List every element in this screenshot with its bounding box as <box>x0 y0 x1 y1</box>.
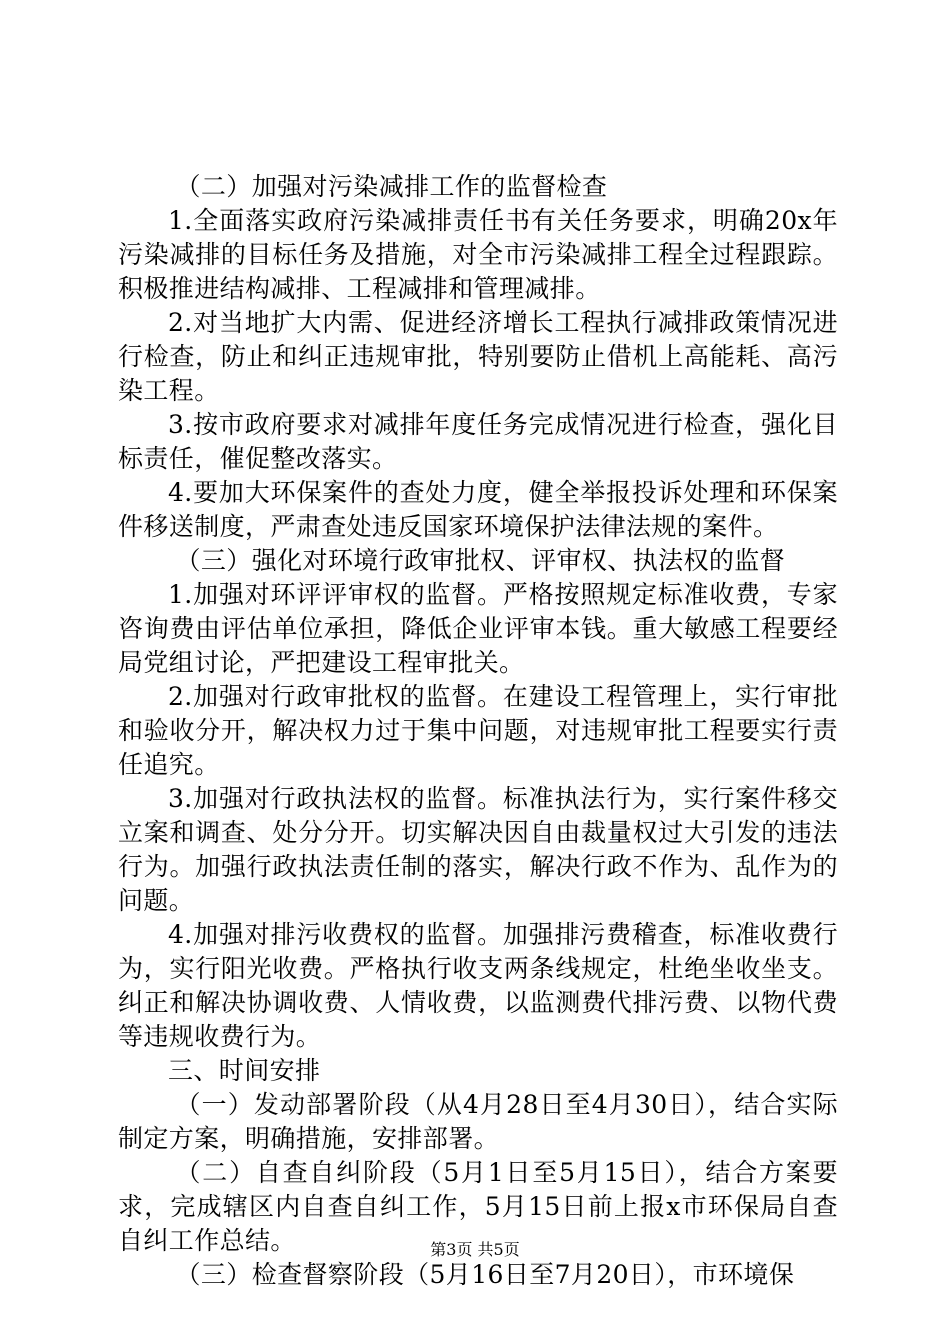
paragraph: 2.加强对行政审批权的监督。在建设工程管理上，实行审批和验收分开，解决权力过于集中问题，对违规审批工程要实行责任追究。 <box>118 682 838 779</box>
document-body <box>118 170 838 1292</box>
page-footer: 第3页 共5页 <box>430 1240 520 1259</box>
section-heading: （三）强化对环境行政审批权、评审权、执法权的监督 <box>175 546 786 575</box>
paragraph: 4.要加大环保案件的查处力度，健全举报投诉处理和环保案件移送制度，严肃查处违反国家环境保护法律法规的案件。 <box>118 478 838 541</box>
section-heading: （二）加强对污染减排工作的监督检查 <box>175 172 608 201</box>
paragraph: 1.加强对环评评审权的监督。严格按照规定标准收费，专家咨询费由评估单位承担，降低企业评审本钱。重大敏感工程要经局党组讨论，严把建设工程审批关。 <box>118 580 838 677</box>
paragraph: 2.对当地扩大内需、促进经济增长工程执行减排政策情况进行检查，防止和纠正违规审批，特别要防止借机上高能耗、高污染工程。 <box>118 308 838 405</box>
paragraph: 3.加强对行政执法权的监督。标准执法行为，实行案件移交立案和调查、处分分开。切实解决因自由裁量权过大引发的违法行为。加强行政执法责任制的落实，解决行政不作为、乱作为的问题。 <box>118 784 838 915</box>
paragraph: （二）自查自纠阶段（5月1日至5月15日），结合方案要求，完成辖区内自查自纠工作，5月15日前上报x市环保局自查自纠工作总结。 <box>118 1158 838 1255</box>
chapter-heading: 三、时间安排 <box>168 1056 321 1085</box>
paragraph: 1.全面落实政府污染减排责任书有关任务要求，明确20x年污染减排的目标任务及措施，对全市污染减排工程全过程跟踪。积极推进结构减排、工程减排和管理减排。 <box>118 206 838 303</box>
paragraph: 3.按市政府要求对减排年度任务完成情况进行检查，强化目标责任，催促整改落实。 <box>118 410 838 473</box>
paragraph: （一）发动部署阶段（从4月28日至4月30日），结合实际制定方案，明确措施，安排部署。 <box>118 1090 838 1153</box>
paragraph: 4.加强对排污收费权的监督。加强排污费稽查，标准收费行为，实行阳光收费。严格执行收支两条线规定，杜绝坐收坐支。纠正和解决协调收费、人情收费，以监测费代排污费、以物代费等违规收费行为。 <box>118 920 838 1051</box>
paragraph: （三）检查督察阶段（5月16日至7月20日），市环境保 <box>175 1260 795 1289</box>
